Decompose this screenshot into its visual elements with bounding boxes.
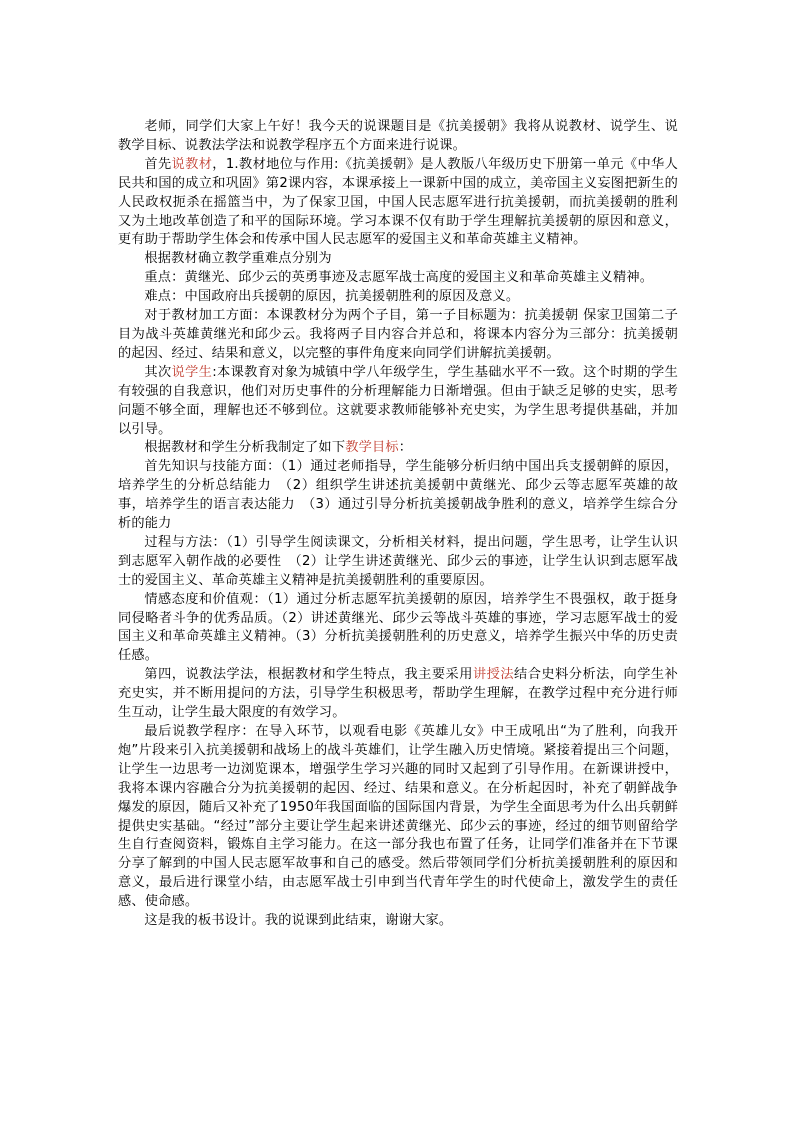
paragraph-text: 根据教材和学生分析我制定了如下 xyxy=(144,440,346,456)
paragraph xyxy=(118,118,678,156)
paragraph xyxy=(118,458,678,534)
paragraph-text: 其次 xyxy=(144,364,172,380)
document-body xyxy=(118,118,678,931)
paragraph xyxy=(118,156,678,251)
paragraph xyxy=(118,534,678,591)
paragraph xyxy=(118,439,678,458)
paragraph xyxy=(118,288,678,307)
paragraph-text: 最后说教学程序：在导入环节，以观看电影《英雄儿女》中王成吼出“为了胜利，向我开炮”片段来引入抗美援朝和战场上的战斗英雄们，让学生融入历史情境。紧接着提出三个问题，让学生一边思考一边浏览课本，增强学生学习兴趣的同时又起到了引导作用。在新课讲授中，我将本课内容融合分为抗美援朝的起因、经过、结果和意义。在分析起因时，补充了朝鲜战争爆发的原因，随后又补充了1950年我国面临的国际国内背景，为学生全面思考为什么出兵朝鲜提供史实基础。“经过”部分主要让学生起来讲述黄继光、邱少云的事迹，经过的细节则留给学生自行查阅资料，锻炼自主学习能力。在这一部分我也布置了任务，让同学们准备并在下节课分享了解到的中国人民志愿军故事和自己的感受。然后带领同学们分析抗美援朝胜利的原因和意义，最后进行课堂小结，由志愿军战士引申到当代青年学生的时代使命上，激发学生的责任感、使命感。 xyxy=(118,724,678,910)
highlighted-term: 说学生 xyxy=(171,364,213,380)
paragraph xyxy=(118,364,678,440)
paragraph xyxy=(118,912,678,931)
paragraph-text: 老师，同学们大家上午好！我今天的说课题目是《抗美援朝》我将从说教材、说学生、说教学目标、说教法学法和说教学程序五个方面来进行说课。 xyxy=(118,119,678,153)
paragraph-text: 根据教材确立教学重难点分别为 xyxy=(144,251,332,267)
paragraph-text: 难点：中国政府出兵援朝的原因，抗美援朝胜利的原因及意义。 xyxy=(144,289,520,305)
paragraph xyxy=(118,666,678,723)
paragraph xyxy=(118,250,678,269)
paragraph-text: 对于教材加工方面：本课教材分为两个子目，第一子目标题为：抗美援朝 保家卫国第二子目为战斗英雄黄继光和邱少云。我将两子目内容合并总和，将课本内容分为三部分：抗美援朝的起因、经过、结果和意义，以完整的事件角度来向同学们讲解抗美援朝。 xyxy=(118,308,678,361)
highlighted-term: 教学目标 xyxy=(345,440,399,456)
paragraph-text: 这是我的板书设计。我的说课到此结束，谢谢大家。 xyxy=(144,913,453,929)
paragraph xyxy=(118,591,678,667)
paragraph xyxy=(118,307,678,364)
paragraph-text: ： xyxy=(398,440,413,456)
highlighted-term: 说教材 xyxy=(171,156,213,172)
paragraph-text: 首先知识与技能方面：（1）通过老师指导，学生能够分析归纳中国出兵支援朝鲜的原因，培养学生的分析总结能力 （2）组织学生讲述抗美援朝中黄继光、邱少云等志愿军英雄的故事，培养学生的语言表达能力 （3）通过引导分析抗美援朝战争胜利的意义，培养学生综合分析的能力 xyxy=(118,459,678,532)
paragraph-text: 第四，说教法学法，根据教材和学生特点，我主要采用 xyxy=(144,667,473,683)
paragraph-text: :本课教育对象为城镇中学八年级学生，学生基础水平不一致。这个时期的学生有较强的自我意识，他们对历史事件的分析理解能力日渐增强。但由于缺乏足够的史实，思考问题不够全面，理解也还不够到位。这就要求教师能够补充史实，为学生思考提供基础，并加以引导。 xyxy=(118,364,678,437)
paragraph-text: ，1.教材地位与作用:《抗美援朝》是人教版八年级历史下册第一单元《中华人民共和国的成立和巩固》第2课内容，本课承接上一课新中国的成立，美帝国主义妄图把新生的人民政权扼杀在摇篮当中，为了保家卫国，中国人民志愿军进行抗美援朝，而抗美援朝的胜利又为土地改革创造了和平的国际环境。学习本课不仅有助于学生理解抗美援朝的原因和意义，更有助于帮助学生体会和传承中国人民志愿军的爱国主义和革命英雄主义精神。 xyxy=(118,156,678,248)
paragraph xyxy=(118,269,678,288)
paragraph-text: 情感态度和价值观：（1）通过分析志愿军抗美援朝的原因，培养学生不畏强权，敢于挺身同侵略者斗争的优秀品质。（2）讲述黄继光、邱少云等战斗英雄的事迹，学习志愿军战士的爱国主义和革命英雄主义精神。（3）分析抗美援朝胜利的历史意义，培养学生振兴中华的历史责任感。 xyxy=(118,591,678,664)
paragraph-text: 首先 xyxy=(144,156,172,172)
paragraph-text: 结合史料分析法，向学生补充史实，并不断用提问的方法，引导学生积极思考，帮助学生理解，在教学过程中充分进行师生互动，让学生最大限度的有效学习。 xyxy=(118,667,678,721)
paragraph xyxy=(118,723,678,912)
paragraph-text: 重点：黄继光、邱少云的英勇事迹及志愿军战士高度的爱国主义和革命英雄主义精神。 xyxy=(144,270,654,286)
paragraph-text: 过程与方法：（1）引导学生阅读课文，分析相关材料，提出问题，学生思考，让学生认识到志愿军入朝作战的必要性 （2）让学生讲述黄继光、邱少云的事迹，让学生认识到志愿军战士的爱国主义、革命英雄主义精神是抗美援朝胜利的重要原因。 xyxy=(118,534,678,588)
highlighted-term: 讲授法 xyxy=(472,667,515,683)
